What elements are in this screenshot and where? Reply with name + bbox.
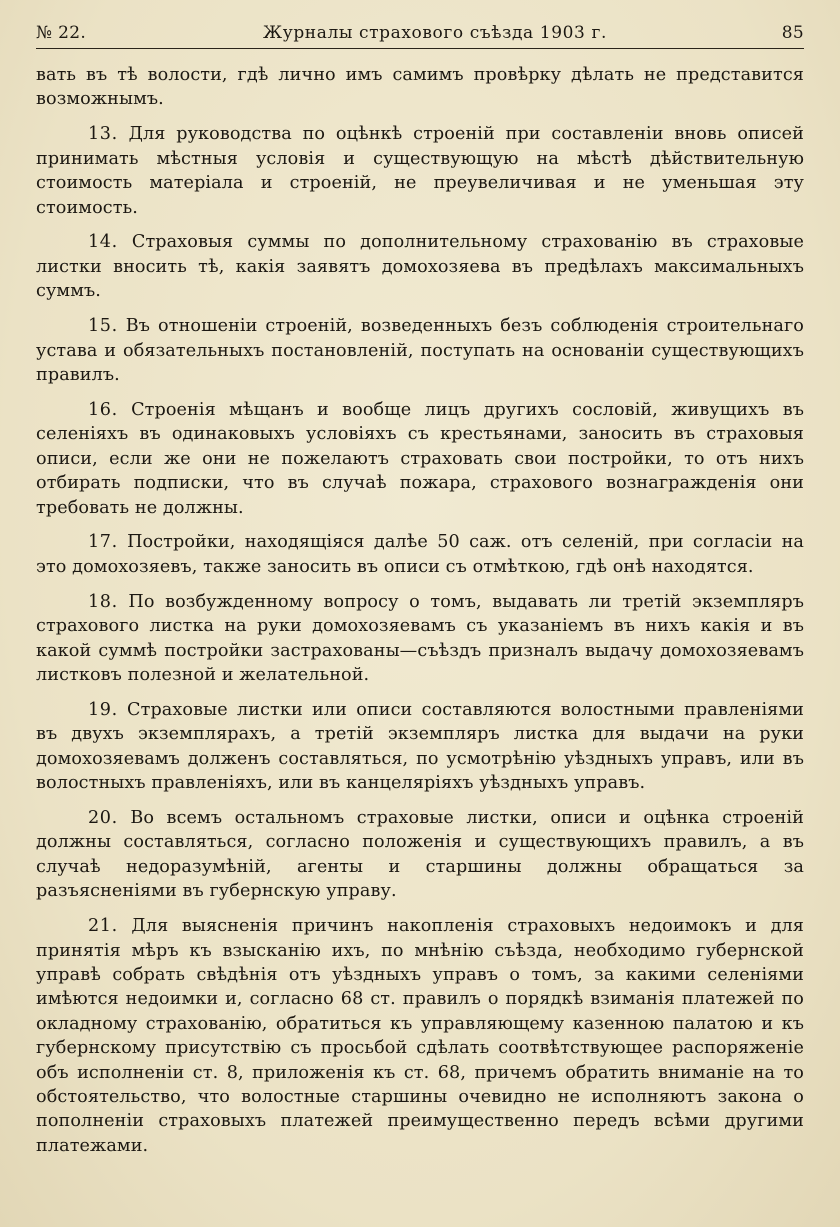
paragraph-17 [36,530,804,579]
paragraph-continuation [36,63,804,112]
paragraph-text: Въ отношеніи строеній, возведенныхъ безъ соблюденія строительнаго устава и обязательныхъ постановленій, поступать на основаніи существующихъ правилъ. [36,316,804,385]
paragraph-text: Страховыя суммы по дополнительному страхованію въ страховые листки вносить тѣ, какія заявятъ домохозяева въ предѣлахъ максимальныхъ суммъ. [36,232,804,302]
paragraph-text: Страховые листки или описи составляются волостными правленіями въ двухъ экземплярахъ, а третій экземпляръ листка для выдачи на руки домохозяевамъ долженъ составляться, по усмотрѣнію уѣздныхъ управъ, или въ волостныхъ правленіяхъ, или въ канцеляріяхъ уѣздныхъ управъ. [36,699,804,794]
paragraph-number: 14. [88,232,118,253]
paragraph-text: вать въ тѣ волости, гдѣ лично имъ самимъ провѣрку дѣлать не представится возможнымъ. [36,65,804,110]
paragraph-14 [36,230,804,303]
paragraph-15 [36,314,804,387]
paragraph-text: Постройки, находящіяся далѣе 50 саж. отъ селеній, при согласіи на это домохозяевъ, также заносить въ описи съ отмѣткою, гдѣ онѣ находятся. [36,532,804,577]
running-header [36,22,804,49]
paragraph-16 [36,398,804,520]
paragraph-text: Для руководства по оцѣнкѣ строеній при составленіи вновь описей принимать мѣстныя условія и существующую на мѣстѣ дѣйствительную стоимость матеріала и строеній, не преувеличивая и не уменьшая эту стоимость. [36,124,804,218]
paragraph-number: 17. [88,532,118,553]
page-body [36,63,804,1158]
issue-number: № 22. [36,23,87,43]
paragraph-18 [36,590,804,688]
paragraph-number: 13. [88,124,118,145]
paragraph-number: 21. [88,916,118,937]
paragraph-text: Для выясненія причинъ накопленія страховыхъ недоимокъ и для принятія мѣръ къ взысканію ихъ, по мнѣнію съѣзда, необходимо губернской управѣ собрать свѣдѣнія отъ уѣздныхъ управъ о томъ, за какими селеніями имѣются недоимки и, согласно 68 ст. правилъ о порядкѣ взиманія платежей по окладному страхованію, обратиться къ управляющему казенною палатою и къ губернскому присутствію съ просьбой сдѣлать соотвѣтствующее распоряженіе объ исполненіи ст. 8, приложенія къ ст. 68, причемъ обратить вниманіе на то обстоятельство, что волостные старшины очевидно не исполняютъ закона о пополненіи страховыхъ платежей преимущественно передъ всѣми другими платежами. [36,916,804,1156]
paragraph-text: Строенія мѣщанъ и вообще лицъ другихъ сословій, живущихъ въ селеніяхъ въ одинаковыхъ условіяхъ съ крестьянами, заносить въ страховыя описи, если же они не пожелаютъ страховать свои постройки, то отъ нихъ отбирать подписки, что въ случаѣ пожара, страхового вознагражденія они требовать не должны. [36,399,804,518]
paragraph-text: По возбужденному вопросу о томъ, выдавать ли третій экземпляръ страхового листка на руки домохозяевамъ съ указаніемъ въ нихъ какія и въ какой суммѣ постройки застрахованы—съѣздъ призналъ выдачу домохозяевамъ листковъ полезной и желательной. [36,591,804,685]
paragraph-text: Во всемъ остальномъ страховые листки, описи и оцѣнка строеній должны составляться, согласно положенія и существующихъ правилъ, а въ случаѣ недоразумѣній, агенты и старшины должны обращаться за разъясненіями въ губернскую управу. [36,807,804,902]
paragraph-number: 16. [88,399,118,420]
paragraph-21 [36,914,804,1158]
paragraph-20 [36,806,804,904]
paragraph-number: 19. [88,699,118,720]
paragraph-number: 18. [88,591,118,612]
paragraph-13 [36,122,804,220]
page-number: 85 [781,23,804,43]
journal-title: Журналы страхового съѣзда 1903 г. [263,23,607,43]
paragraph-number: 20. [88,807,118,828]
paragraph-19 [36,698,804,796]
paragraph-number: 15. [88,316,118,337]
